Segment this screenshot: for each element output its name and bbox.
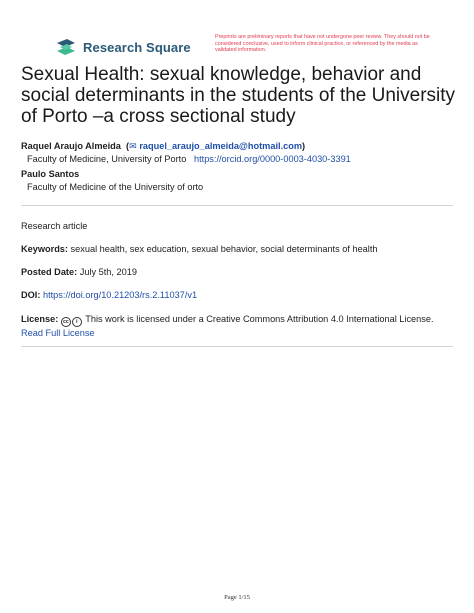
- attribution-icon: i: [72, 317, 82, 327]
- author-affiliation: Faculty of Medicine, University of Porto: [27, 154, 187, 164]
- creative-commons-icon: cc: [61, 317, 71, 327]
- email-icon: ✉: [129, 141, 137, 151]
- doi-row: [21, 289, 197, 302]
- logo-text: Research Square: [83, 39, 191, 55]
- author-1: Raquel Araujo Almeida (✉ raquel_araujo_almeida@hotmail.com) Faculty of Medicine, University of Porto https://orcid.org/0000-0003-4030-3391: [21, 141, 351, 164]
- doi-label: DOI:: [21, 290, 41, 300]
- author-name: Raquel Araujo Almeida: [21, 141, 121, 151]
- license-label: License:: [21, 314, 59, 324]
- research-square-logo-icon: [55, 38, 77, 56]
- posted-date-label: Posted Date:: [21, 267, 78, 277]
- page-title: Sexual Health: sexual knowledge, behavior and social determinants in the students of the University of Porto –a cross sectional study: [21, 64, 456, 127]
- read-full-license-link[interactable]: Read Full License: [21, 328, 95, 338]
- posted-date-value: July 5th, 2019: [79, 267, 137, 277]
- orcid-link[interactable]: https://orcid.org/0000-0003-4030-3391: [193, 154, 351, 164]
- preprint-disclaimer: Preprints are preliminary reports that have not undergone peer review. They should not be considered conclusive, used to inform clinical practice, or referenced by the media as validated information.: [215, 34, 430, 54]
- article-type: Research article: [21, 221, 88, 231]
- license-row: [21, 313, 434, 340]
- header: [55, 34, 455, 64]
- keywords-value: sexual health, sex education, sexual behavior, social determinants of health: [70, 244, 378, 254]
- posted-date-row: [21, 266, 137, 279]
- keywords-row: [21, 243, 378, 256]
- keywords-label: Keywords:: [21, 244, 68, 254]
- author-email-link[interactable]: raquel_araujo_almeida@hotmail.com: [139, 141, 303, 151]
- doi-link[interactable]: https://doi.org/10.21203/rs.2.11037/v1: [42, 290, 198, 300]
- divider: [21, 205, 453, 206]
- license-text: This work is licensed under a Creative Commons Attribution 4.0 International License.: [85, 314, 434, 324]
- author-2: [21, 168, 203, 194]
- author-affiliation: Faculty of Medicine of the University of orto: [27, 182, 204, 192]
- research-square-logo[interactable]: [55, 38, 191, 56]
- page-number: Page 1/15: [224, 594, 250, 601]
- author-name: Paulo Santos: [21, 169, 80, 179]
- divider: [21, 346, 453, 347]
